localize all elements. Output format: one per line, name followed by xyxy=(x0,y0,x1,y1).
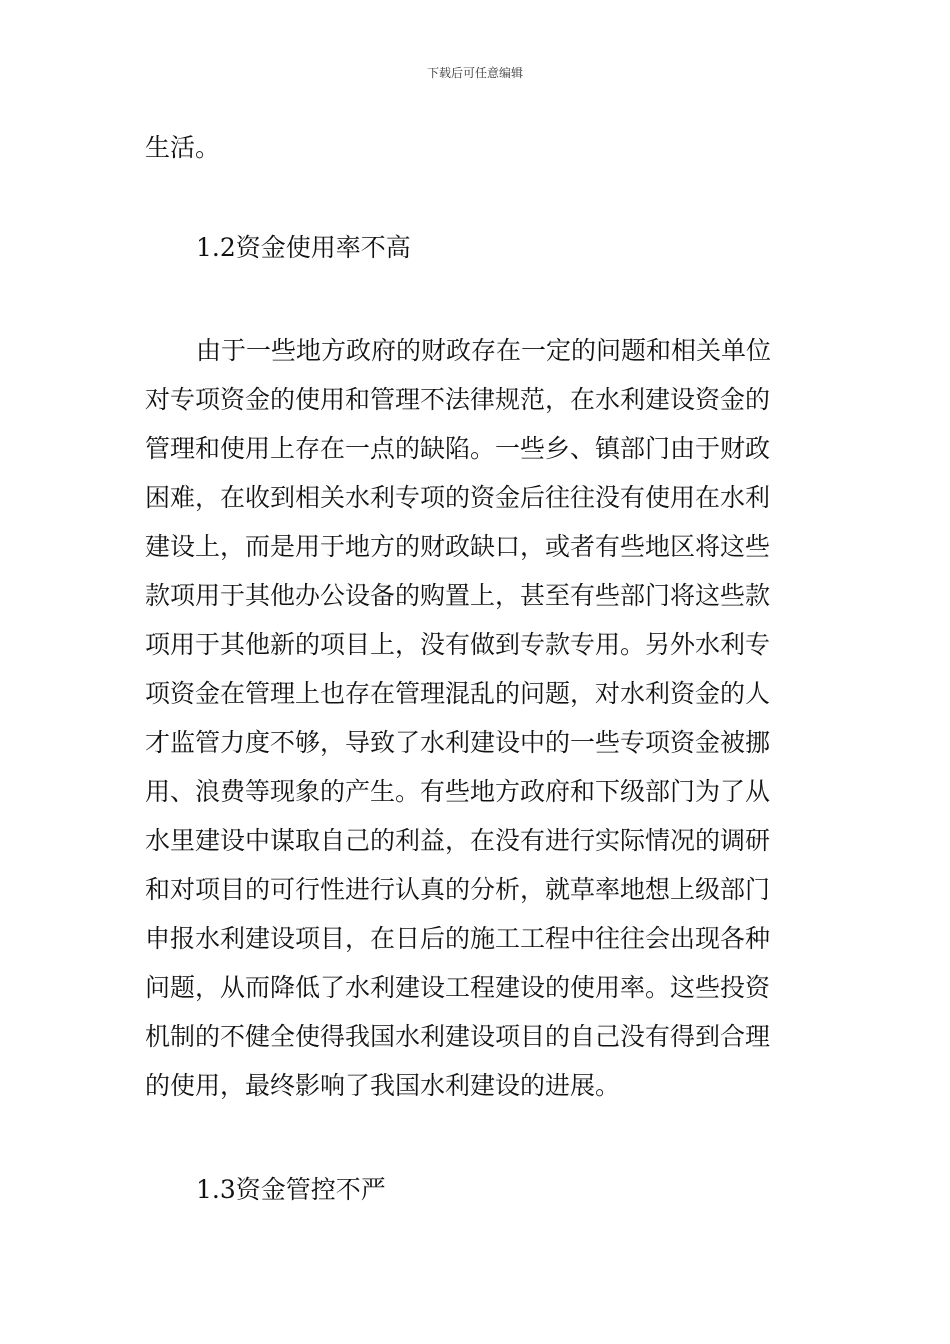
paragraph-line: 问题，从而降低了水利建设工程建设的使用率。这些投资 xyxy=(145,973,771,1002)
paragraph-line: 用、浪费等现象的产生。有些地方政府和下级部门为了从 xyxy=(145,777,771,806)
paragraph-line: 款项用于其他办公设备的购置上，甚至有些部门将这些款 xyxy=(145,581,771,610)
paragraph-line: 建设上，而是用于地方的财政缺口，或者有些地区将这些 xyxy=(145,532,771,561)
paragraph-line: 项用于其他新的项目上，没有做到专款专用。另外水利专 xyxy=(145,630,771,659)
paragraph-line: 机制的不健全使得我国水利建设项目的自己没有得到合理 xyxy=(145,1022,771,1051)
paragraph-line: 的使用，最终影响了我国水利建设的进展。 xyxy=(145,1071,621,1100)
paragraph-line: 管理和使用上存在一点的缺陷。一些乡、镇部门由于财政 xyxy=(145,434,771,463)
section-heading-1-3: 1.3资金管控不严 xyxy=(196,1175,386,1204)
paragraph-line: 和对项目的可行性进行认真的分析，就草率地想上级部门 xyxy=(145,875,771,904)
paragraph-line: 才监管力度不够，导致了水利建设中的一些专项资金被挪 xyxy=(145,728,771,757)
paragraph-line: 水里建设中谋取自己的利益，在没有进行实际情况的调研 xyxy=(145,826,771,855)
paragraph-line: 由于一些地方政府的财政存在一定的问题和相关单位 xyxy=(196,336,772,365)
paragraph-line: 申报水利建设项目，在日后的施工工程中往往会出现各种 xyxy=(145,924,771,953)
paragraph-line: 对专项资金的使用和管理不法律规范，在水利建设资金的 xyxy=(145,385,771,414)
continuation-text: 生活。 xyxy=(145,133,221,162)
paragraph-line: 困难，在收到相关水利专项的资金后往往没有使用在水利 xyxy=(145,483,771,512)
page-header: 下载后可任意编辑 xyxy=(426,66,523,80)
section-heading-1-2: 1.2资金使用率不高 xyxy=(196,233,411,262)
paragraph-line: 项资金在管理上也存在管理混乱的问题，对水利资金的人 xyxy=(145,679,771,708)
